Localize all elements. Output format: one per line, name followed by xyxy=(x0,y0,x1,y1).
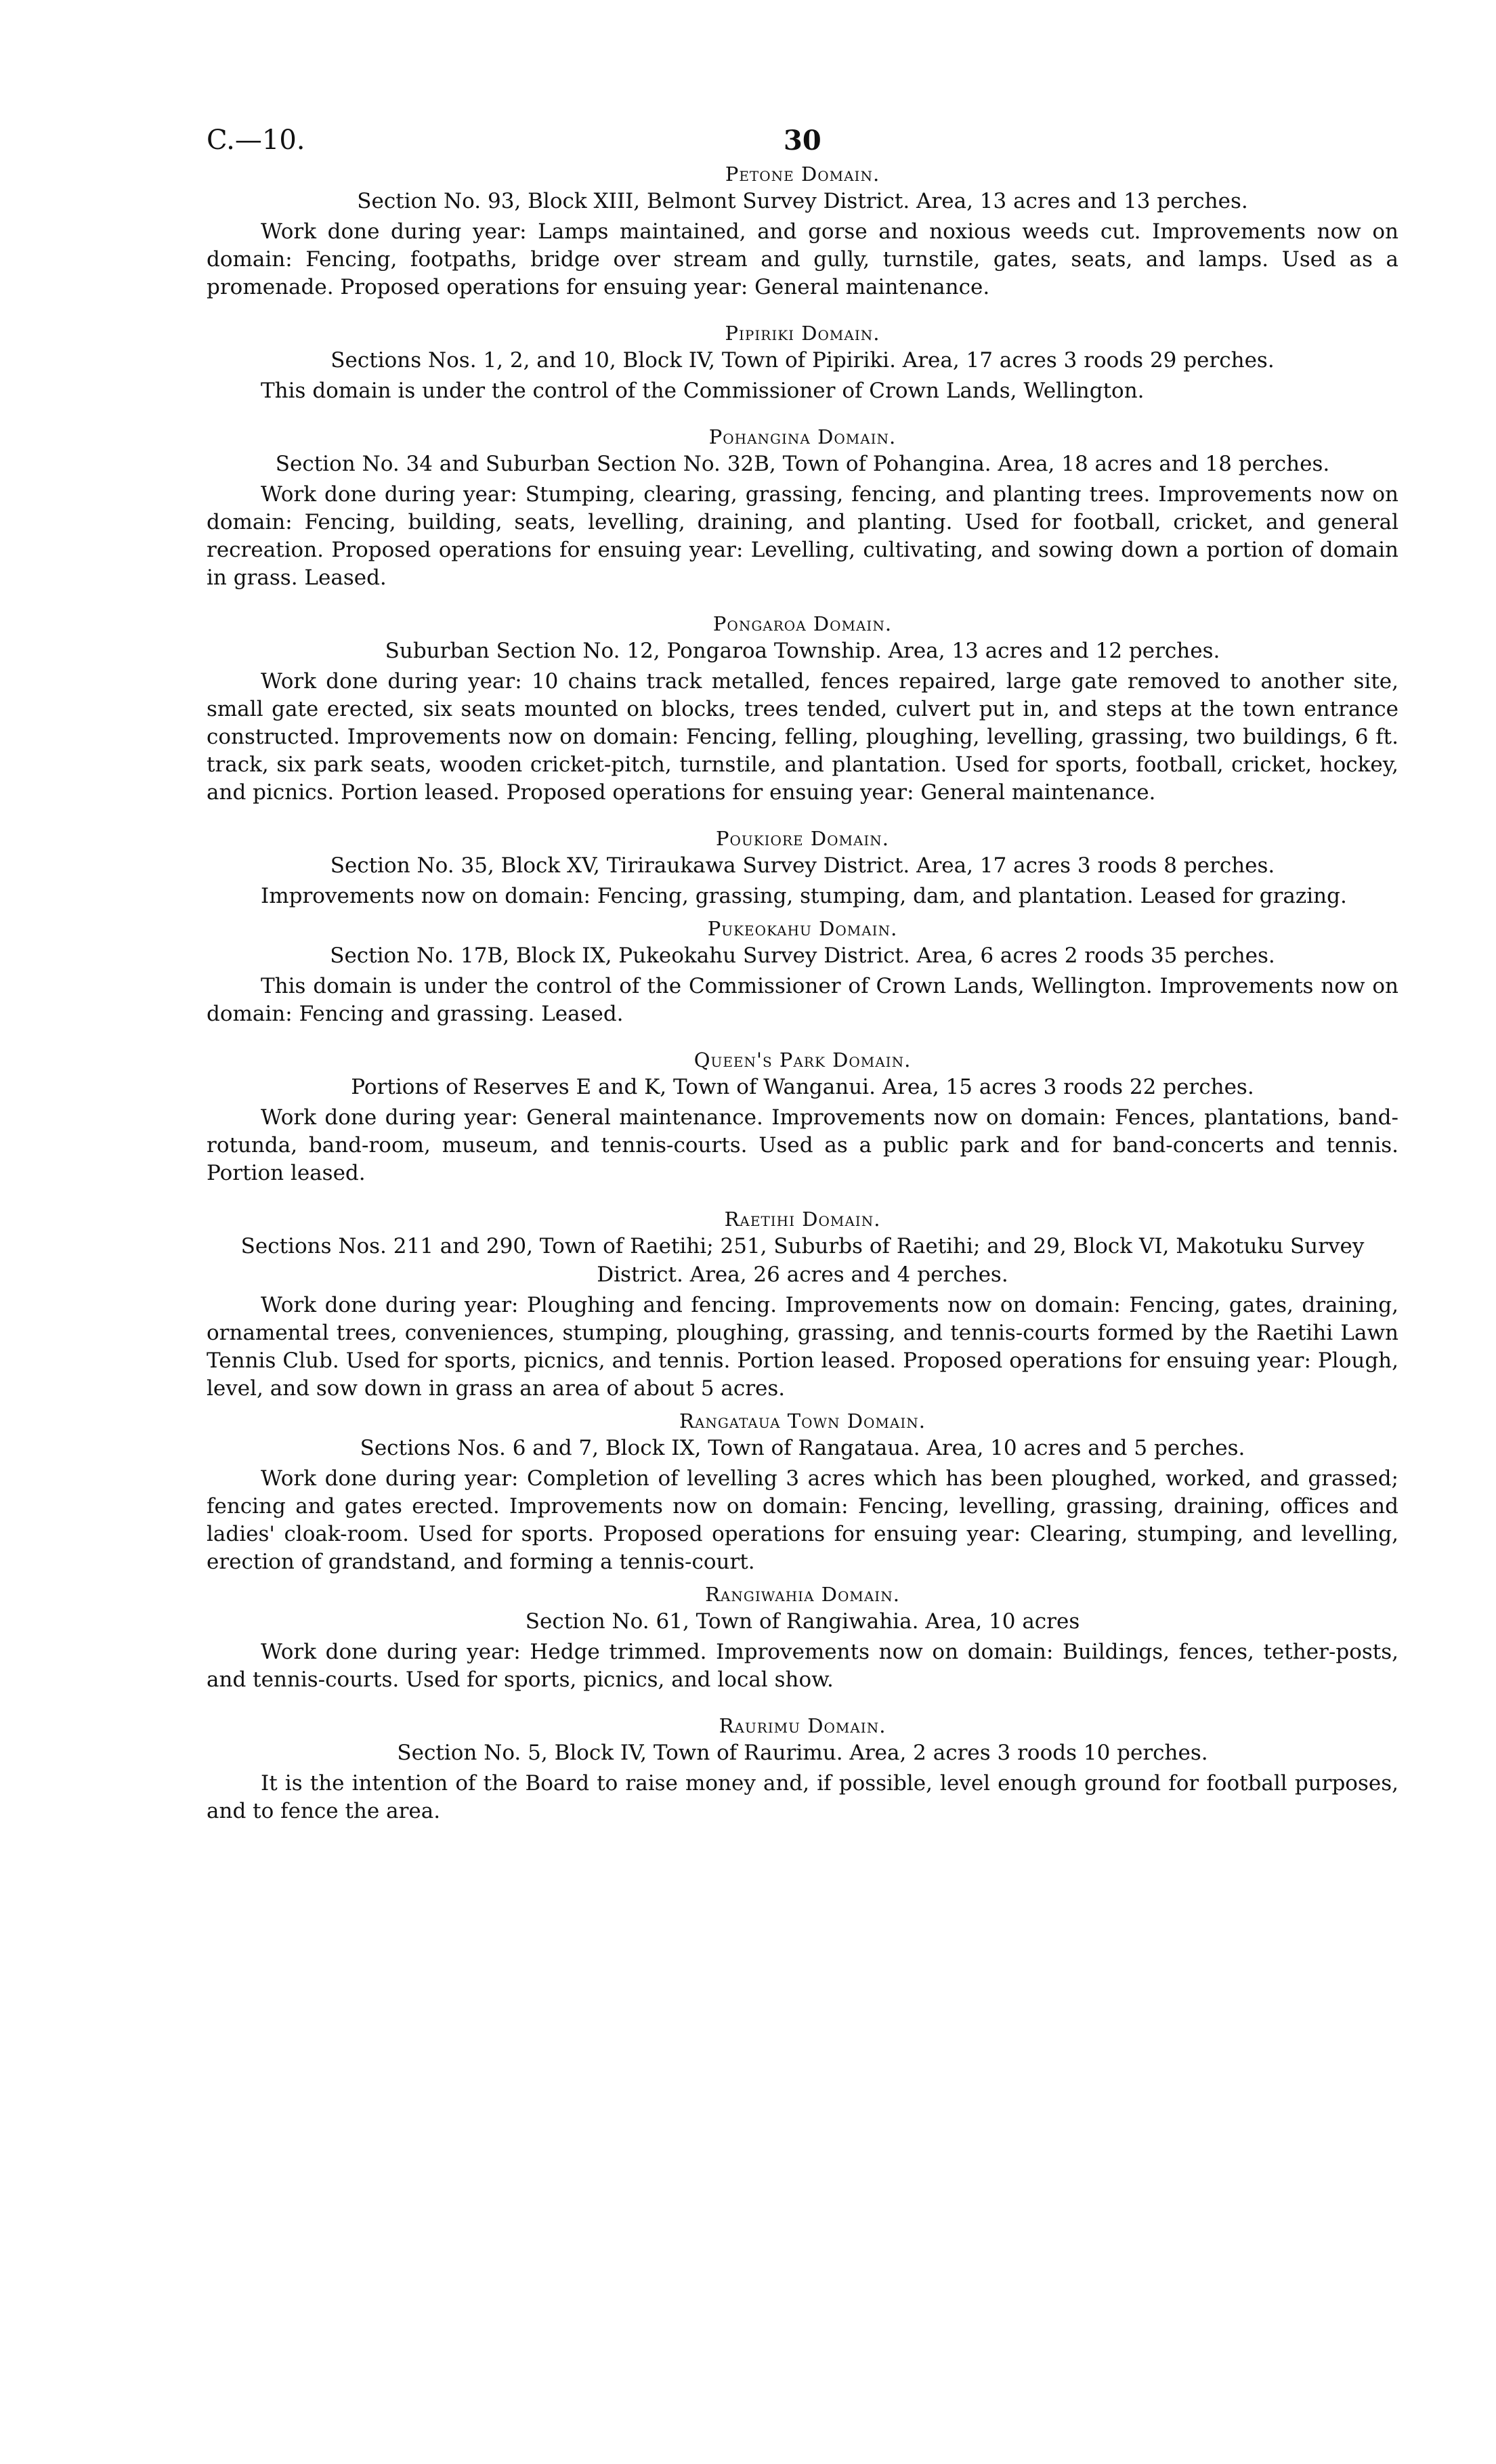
section-location: Section No. 5, Block IV, Town of Raurimu. Area, 2 acres 3 roods 10 perches. xyxy=(397,1741,1208,1765)
section-body: Work done during year: Completion of levelling 3 acres which has been ploughed, worked, and grassed; fencing and gates erected. Improvements now on domain: Fencing, levelling, grassing, draining, offices and ladies' cloak-room. Used for sports. Proposed operations for ensuing year: Clearing, stumping, and levelling, erection of grandstand, and forming a tennis-court. xyxy=(207,1466,1398,1574)
section-pukeokahu xyxy=(207,917,1398,1028)
section-location: Sections Nos. 1, 2, and 10, Block IV, Town of Pipiriki. Area, 17 acres 3 roods 29 perches. xyxy=(330,348,1275,373)
section-body: Work done during year: Stumping, clearing, grassing, fencing, and planting trees. Improvements now on domain: Fencing, building, seats, levelling, draining, and planting. Used for football, cricket, and general recreation. Proposed operations for ensuing year: Levelling, cultivating, and sowing down a portion of domain in grass. Leased. xyxy=(207,482,1398,590)
section-location: Section No. 35, Block XV, Tiriraukawa Survey District. Area, 17 acres 3 roods 8 perches. xyxy=(330,853,1275,878)
section-location: Sections Nos. 6 and 7, Block IX, Town of Rangataua. Area, 10 acres and 5 perches. xyxy=(360,1436,1245,1460)
page-header xyxy=(207,115,1398,163)
section-heading: Petone Domain. xyxy=(725,163,880,186)
section-heading: Pongaroa Domain. xyxy=(712,612,893,635)
section-body: Work done during year: 10 chains track metalled, fences repaired, large gate removed to another site, small gate erected, six seats mounted on blocks, trees tended, culvert put in, and steps at the town entrance constructed. Improvements now on domain: Fencing, felling, ploughing, levelling, grassing, two buildings, 6 ft. track, six park seats, wooden cricket-pitch, turnstile, and plantation. Used for sports, football, cricket, hockey, and picnics. Portion leased. Proposed operations for ensuing year: General maintenance. xyxy=(207,669,1398,805)
section-pohangina xyxy=(207,425,1398,592)
section-location: Section No. 34 and Suburban Section No. 32B, Town of Pohangina. Area, 18 acres and 18 perches. xyxy=(275,452,1330,476)
section-location: Section No. 93, Block XIII, Belmont Survey District. Area, 13 acres and 13 perches. xyxy=(357,189,1248,213)
section-heading: Raetihi Domain. xyxy=(724,1208,881,1231)
document-page xyxy=(207,115,1398,1846)
section-rangiwahia xyxy=(207,1583,1398,1694)
section-location: Sections Nos. 211 and 290, Town of Raetihi; 251, Suburbs of Raetihi; and 29, Block VI, Makotuku Survey District. Area, 26 acres and 4 perches. xyxy=(240,1234,1365,1287)
section-location: Section No. 17B, Block IX, Pukeokahu Survey District. Area, 6 acres 2 roods 35 perches. xyxy=(330,943,1275,968)
section-poukiore xyxy=(207,827,1398,910)
section-pongaroa xyxy=(207,612,1398,807)
section-heading: Queen's Park Domain. xyxy=(693,1048,912,1071)
section-body: Work done during year: Lamps maintained, and gorse and noxious weeds cut. Improvements now on domain: Fencing, footpaths, bridge over stream and gully, turnstile, gates, seats, and lamps. Used as a promenade. Proposed operations for ensuing year: General maintenance. xyxy=(207,219,1398,299)
page-number: 30 xyxy=(784,125,821,156)
section-heading: Pukeokahu Domain. xyxy=(707,917,898,940)
section-body: Work done during year: General maintenance. Improvements now on domain: Fences, plantations, band-rotunda, band-room, museum, and tennis-courts. Used as a public park and for band-concerts and tennis. Portion leased. xyxy=(207,1105,1398,1185)
section-heading: Pipiriki Domain. xyxy=(725,322,880,345)
section-heading: Pohangina Domain. xyxy=(708,425,897,448)
section-body: Improvements now on domain: Fencing, grassing, stumping, dam, and plantation. Leased for grazing. xyxy=(261,884,1347,908)
section-location: Suburban Section No. 12, Pongaroa Township. Area, 13 acres and 12 perches. xyxy=(385,639,1220,663)
section-heading: Poukiore Domain. xyxy=(715,827,890,850)
section-raurimu xyxy=(207,1714,1398,1825)
section-heading: Rangataua Town Domain. xyxy=(679,1409,926,1432)
section-heading: Rangiwahia Domain. xyxy=(705,1583,900,1606)
section-body: Work done during year: Ploughing and fencing. Improvements now on domain: Fencing, gates, draining, ornamental trees, conveniences, stumping, ploughing, grassing, and tennis-courts formed by the Raetihi Lawn Tennis Club. Used for sports, picnics, and tennis. Portion leased. Proposed operations for ensuing year: Plough, level, and sow down in grass an area of about 5 acres. xyxy=(207,1293,1398,1401)
section-body: This domain is under the control of the Commissioner of Crown Lands, Wellington. xyxy=(261,379,1145,403)
section-queens-park xyxy=(207,1048,1398,1187)
section-heading: Raurimu Domain. xyxy=(719,1714,886,1737)
page-code: C.—10. xyxy=(207,125,305,156)
section-location: Section No. 61, Town of Rangiwahia. Area, 10 acres xyxy=(525,1609,1080,1634)
section-location: Portions of Reserves E and K, Town of Wanganui. Area, 15 acres 3 roods 22 perches. xyxy=(351,1075,1254,1099)
section-body: It is the intention of the Board to raise money and, if possible, level enough ground for football purposes, and to fence the area. xyxy=(207,1771,1398,1823)
section-rangataua xyxy=(207,1409,1398,1576)
section-raetihi xyxy=(207,1208,1398,1403)
section-body: Work done during year: Hedge trimmed. Improvements now on domain: Buildings, fences, tether-posts, and tennis-courts. Used for sports, picnics, and local show. xyxy=(207,1640,1398,1692)
section-body: This domain is under the control of the Commissioner of Crown Lands, Wellington. Improvements now on domain: Fencing and grassing. Leased. xyxy=(207,974,1398,1026)
section-petone xyxy=(207,163,1398,301)
section-pipiriki xyxy=(207,322,1398,405)
